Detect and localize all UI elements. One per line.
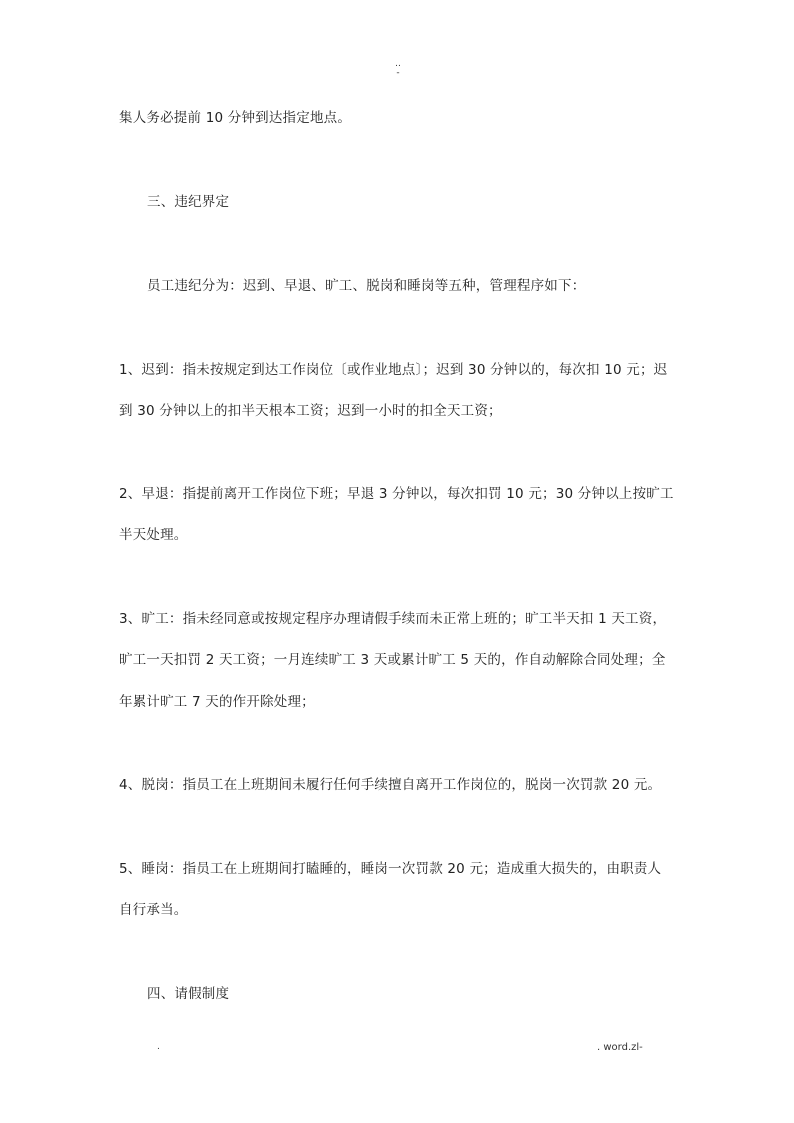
item-absence-line-2: 旷工一天扣罚 2 天工资；一月连续旷工 3 天或累计旷工 5 天的，作自动解除合同处理；全 — [119, 652, 666, 668]
section-title-discipline: 三、违纪界定 — [147, 194, 230, 210]
item-late-line-1: 1、迟到：指未按规定到达工作岗位〔或作业地点〕；迟到 30 分钟以的，每次扣 10 元；迟 — [119, 362, 668, 378]
item-early-leave-line-2: 半天处理。 — [119, 527, 188, 543]
footer-left-mark: . — [157, 1042, 160, 1052]
paragraph-discipline-intro: 员工违纪分为：迟到、早退、旷工、脱岗和睡岗等五种，管理程序如下： — [147, 278, 586, 294]
item-sleeping-line-1: 5、睡岗：指员工在上班期间打瞌睡的，睡岗一次罚款 20 元；造成重大损失的，由职责人 — [119, 861, 662, 877]
footer-watermark: . word.zl- — [597, 1042, 643, 1053]
item-absence-line-3: 年累计旷工 7 天的作开除处理； — [119, 694, 315, 710]
section-title-leave-policy: 四、请假制度 — [147, 986, 230, 1002]
header-mark-top: .. — [395, 59, 401, 69]
header-mark — [392, 60, 404, 78]
item-early-leave-line-1: 2、早退：指提前离开工作岗位下班；早退 3 分钟以，每次扣罚 10 元；30 分钟以上按旷工 — [119, 486, 674, 502]
item-leaving-post-line-1: 4、脱岗：指员工在上班期间未履行任何手续擅自离开工作岗位的，脱岗一次罚款 20 元。 — [119, 777, 662, 793]
paragraph-assembly-note: 集人务必提前 10 分钟到达指定地点。 — [119, 110, 352, 126]
header-mark-bottom: - — [396, 68, 400, 78]
item-late-line-2: 到 30 分钟以上的扣半天根本工资；迟到一小时的扣全天工资； — [119, 403, 502, 419]
item-sleeping-line-2: 自行承当。 — [119, 902, 188, 918]
item-absence-line-1: 3、旷工：指未经同意或按规定程序办理请假手续而未正常上班的；旷工半天扣 1 天工资， — [119, 611, 667, 627]
